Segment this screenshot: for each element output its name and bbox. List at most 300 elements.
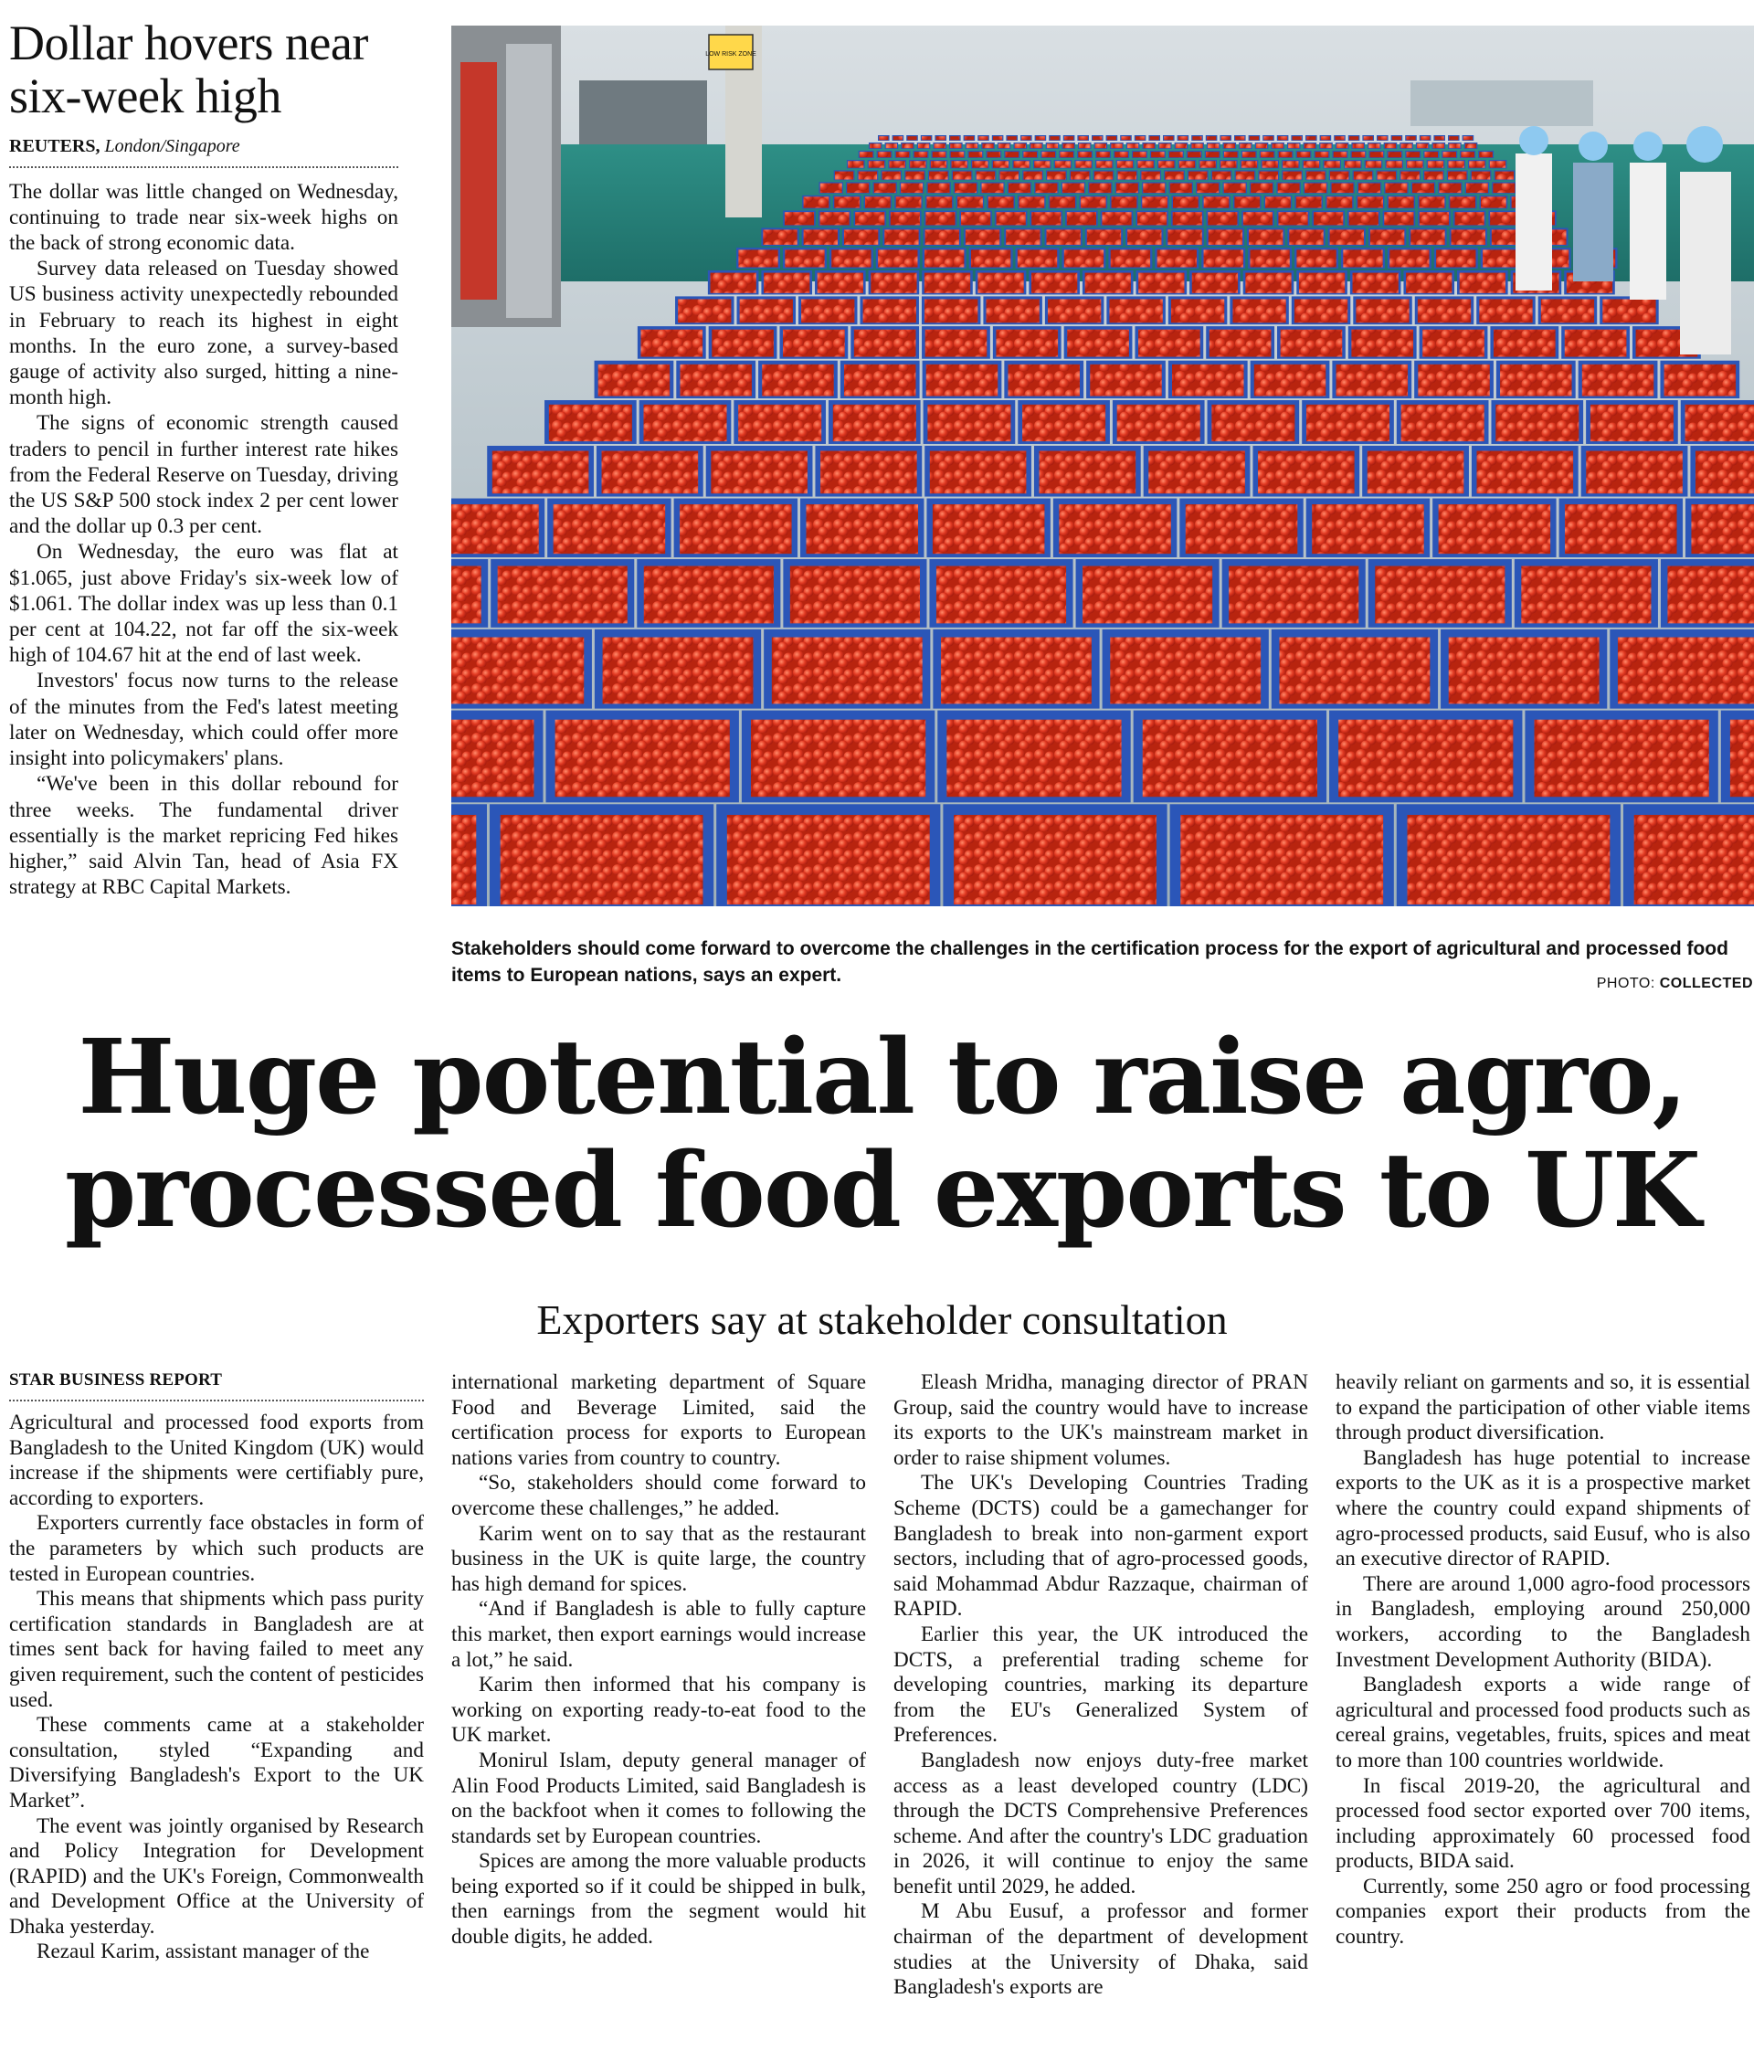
tomato-fill bbox=[711, 451, 808, 494]
tomato-fill bbox=[1378, 172, 1396, 180]
article-paragraph: Eleash Mridha, managing director of PRAN Group, said the country would have to increase its exports to the UK's mainstream market in order to raise shipment volumes. bbox=[893, 1370, 1308, 1470]
tomato-fill bbox=[1541, 299, 1594, 322]
tomato-fill bbox=[1197, 184, 1219, 194]
tomato-fill bbox=[1094, 172, 1113, 180]
tomato-fill bbox=[1040, 451, 1136, 494]
tomato-fill bbox=[1260, 172, 1278, 180]
tomato-fill bbox=[1392, 136, 1401, 140]
tomato-fill bbox=[953, 172, 971, 180]
tomato-fill bbox=[831, 249, 871, 267]
tomato-fill bbox=[1243, 212, 1273, 225]
tomato-fill bbox=[924, 249, 964, 267]
photo-credit-value: COLLECTED bbox=[1659, 976, 1753, 991]
tomato-fill bbox=[1071, 172, 1089, 180]
tomato-fill bbox=[1338, 720, 1513, 798]
tomato-fill bbox=[1375, 566, 1505, 624]
tomato-fill bbox=[935, 143, 945, 148]
tomato-fill bbox=[1351, 330, 1413, 357]
tomato-fill bbox=[1179, 161, 1195, 167]
tomato-fill bbox=[451, 720, 533, 798]
tomato-fill bbox=[1278, 136, 1287, 140]
tomato-fill bbox=[1006, 229, 1040, 245]
tomato-fill bbox=[1314, 212, 1343, 225]
sidebar-paragraph: “We've been in this dollar rebound for three weeks. The fundamental driver essentially is the market repricing Fed hikes higher,” said Alvin Tan, head of Asia FX strategy at RBC Capital Markets. bbox=[9, 772, 398, 900]
tomato-fill bbox=[1171, 299, 1224, 322]
tomato-fill bbox=[1208, 212, 1237, 225]
tomato-fill bbox=[1000, 172, 1019, 180]
tomato-fill bbox=[1224, 184, 1246, 194]
article-paragraph: heavily reliant on garments and so, it is essential to expand the participation of other viable items through product diversification. bbox=[1336, 1370, 1750, 1445]
tomato-fill bbox=[711, 273, 756, 293]
article-column-2 bbox=[451, 1370, 866, 1950]
tomato-fill bbox=[1019, 196, 1044, 207]
tomato-fill bbox=[1250, 249, 1289, 267]
tomato-fill bbox=[1343, 249, 1382, 267]
tomato-fill bbox=[1023, 152, 1037, 157]
tomato-fill bbox=[1150, 136, 1159, 140]
tomato-fill bbox=[988, 152, 1001, 157]
tomato-fill bbox=[1209, 330, 1272, 357]
tomato-fill bbox=[1481, 196, 1506, 207]
column-body bbox=[451, 1370, 866, 1950]
tomato-fill bbox=[1111, 249, 1150, 267]
tomato-fill bbox=[1442, 152, 1456, 157]
article-paragraph: Bangladesh now enjoys duty-free market access as a least developed country (LDC) through the DCTS Comprehensive Preferences scheme. And after the country's LDC graduation in 2026, it will continue to enjoy the same benefit until 2029, he added. bbox=[893, 1748, 1308, 1898]
tomato-fill bbox=[971, 249, 1010, 267]
tomato-fill bbox=[644, 566, 774, 624]
tomato-fill bbox=[834, 196, 860, 207]
tomato-fill bbox=[1064, 136, 1073, 140]
tomato-fill bbox=[1138, 161, 1154, 167]
tomato-fill bbox=[1418, 299, 1471, 322]
tomato-fill bbox=[1334, 152, 1347, 157]
tomato-fill bbox=[1449, 161, 1464, 167]
article-paragraph: These comments came at a stakeholder consultation, styled “Expanding and Diversifying Bangladesh's Export to the UK Market”. bbox=[9, 1713, 424, 1813]
tomato-fill bbox=[806, 504, 918, 554]
tomato-fill bbox=[926, 365, 998, 396]
column-body bbox=[1336, 1370, 1750, 1950]
tomato-fill bbox=[896, 152, 910, 157]
tomato-fill bbox=[1565, 504, 1677, 554]
tomato-fill bbox=[1117, 161, 1133, 167]
tomato-fill bbox=[929, 172, 947, 180]
tomato-fill bbox=[886, 143, 897, 148]
tomato-fill bbox=[762, 365, 833, 396]
column-body bbox=[9, 1411, 424, 1965]
tomato-fill bbox=[918, 143, 929, 148]
tomato-fill bbox=[986, 299, 1039, 322]
tomato-fill bbox=[804, 229, 838, 245]
tomato-fill bbox=[1521, 566, 1651, 624]
tomato-fill bbox=[1031, 273, 1077, 293]
tomato-fill bbox=[1059, 504, 1171, 554]
tomato-fill bbox=[680, 365, 751, 396]
tomato-fill bbox=[1067, 330, 1129, 357]
tomato-fill bbox=[783, 330, 845, 357]
tomato-fill bbox=[1695, 451, 1754, 494]
tomato-fill bbox=[1479, 299, 1532, 322]
tomato-fill bbox=[801, 299, 854, 322]
tomato-fill bbox=[1102, 212, 1131, 225]
tomato-fill bbox=[1164, 136, 1173, 140]
tomato-fill bbox=[1356, 299, 1409, 322]
tomato-fill bbox=[1008, 365, 1079, 396]
tomato-fill bbox=[1428, 161, 1443, 167]
tomato-fill bbox=[905, 172, 924, 180]
tomato-fill bbox=[1321, 136, 1330, 140]
tomato-fill bbox=[1083, 566, 1212, 624]
tomato-fill bbox=[977, 172, 995, 180]
tomato-fill bbox=[1173, 196, 1199, 207]
tomato-fill bbox=[893, 136, 903, 140]
article-paragraph: Bangladesh exports a wide range of agricultural and processed food products such as cereal grains, vegetables, fruits, spices and meat to more than 100 countries worldwide. bbox=[1336, 1673, 1750, 1772]
tomato-fill bbox=[1241, 161, 1257, 167]
tomato-fill bbox=[1258, 451, 1355, 494]
tomato-fill bbox=[1273, 143, 1283, 148]
tomato-fill bbox=[1406, 273, 1452, 293]
tomato-fill bbox=[785, 249, 824, 267]
tomato-fill bbox=[1410, 229, 1444, 245]
tomato-fill bbox=[1256, 143, 1267, 148]
tomato-fill bbox=[847, 184, 869, 194]
tomato-fill bbox=[1015, 143, 1026, 148]
tomato-fill bbox=[1389, 152, 1402, 157]
tomato-fill bbox=[738, 249, 777, 267]
tomato-fill bbox=[1370, 229, 1404, 245]
tomato-fill bbox=[1490, 161, 1505, 167]
tomato-fill bbox=[966, 229, 999, 245]
tomato-fill bbox=[1349, 212, 1378, 225]
tomato-fill bbox=[997, 212, 1026, 225]
tomato-fill bbox=[1336, 365, 1408, 396]
tomato-fill bbox=[1479, 152, 1493, 157]
tomato-fill bbox=[1186, 504, 1298, 554]
tomato-fill bbox=[598, 365, 670, 396]
article-paragraph: “And if Bangladesh is able to fully capture this market, then export earnings would increase a lot,” he said. bbox=[451, 1597, 866, 1672]
tomato-fill bbox=[1288, 143, 1299, 148]
tomato-fill bbox=[1114, 152, 1128, 157]
tomato-fill bbox=[1421, 136, 1430, 140]
tomato-fill bbox=[1366, 161, 1381, 167]
tomato-fill bbox=[1265, 196, 1291, 207]
tomato-crates-illustration bbox=[451, 26, 1754, 906]
tomato-fill bbox=[1386, 184, 1408, 194]
tomato-fill bbox=[925, 330, 988, 357]
photo-credit-label: PHOTO: bbox=[1596, 976, 1655, 991]
tomato-fill bbox=[978, 136, 988, 140]
tomato-fill bbox=[907, 136, 916, 140]
tomato-fill bbox=[1087, 229, 1121, 245]
tomato-fill bbox=[1090, 365, 1161, 396]
tomato-fill bbox=[933, 152, 946, 157]
tomato-fill bbox=[1664, 365, 1736, 396]
tomato-fill bbox=[860, 152, 873, 157]
tomato-fill bbox=[1250, 136, 1259, 140]
tomato-fill bbox=[1262, 161, 1278, 167]
tomato-fill bbox=[1305, 184, 1326, 194]
tomato-fill bbox=[1030, 143, 1041, 148]
tomato-fill bbox=[952, 161, 967, 167]
tomato-fill bbox=[941, 638, 1092, 704]
tomato-fill bbox=[1109, 299, 1162, 322]
article-paragraph: Rezaul Karim, assistant manager of the bbox=[37, 1940, 370, 1964]
tomato-fill bbox=[1353, 143, 1364, 148]
tomato-fill bbox=[1358, 184, 1380, 194]
tomato-fill bbox=[1335, 136, 1344, 140]
tomato-fill bbox=[1452, 229, 1485, 245]
tomato-fill bbox=[1326, 196, 1352, 207]
tomato-fill bbox=[712, 330, 774, 357]
tomato-fill bbox=[1076, 161, 1092, 167]
tomato-fill bbox=[1116, 184, 1138, 194]
tomato-fill bbox=[927, 405, 1010, 441]
tomato-fill bbox=[1354, 172, 1372, 180]
tomato-fill bbox=[891, 212, 920, 225]
tomato-fill bbox=[1460, 273, 1505, 293]
tomato-fill bbox=[925, 229, 959, 245]
tomato-fill bbox=[844, 229, 878, 245]
tomato-fill bbox=[977, 273, 1023, 293]
tomato-fill bbox=[1306, 172, 1325, 180]
tomato-fill bbox=[498, 566, 628, 624]
tomato-fill bbox=[1495, 405, 1579, 441]
article-paragraph: Monirul Islam, deputy general manager of Alin Food Products Limited, said Bangladesh is on the backfoot when it comes to following the standards set by European countries. bbox=[451, 1748, 866, 1848]
tomato-fill bbox=[1353, 273, 1399, 293]
tomato-fill bbox=[1167, 229, 1201, 245]
tomato-fill bbox=[914, 152, 928, 157]
tomato-fill bbox=[680, 504, 792, 554]
tomato-fill bbox=[785, 212, 814, 225]
tomato-fill bbox=[955, 184, 977, 194]
tomato-fill bbox=[1618, 638, 1754, 704]
tomato-fill bbox=[1141, 172, 1159, 180]
article-paragraph: Spices are among the more valuable products being exported so if it could be shipped in bulk, then earnings from the segment would hit double digits, he added. bbox=[451, 1849, 866, 1950]
tomato-fill bbox=[1325, 161, 1340, 167]
tomato-fill bbox=[1204, 196, 1230, 207]
tomato-fill bbox=[740, 299, 793, 322]
sidebar-paragraph: Survey data released on Tuesday showed US business activity unexpectedly rebounded in February to reach its highest in eight months. In the euro zone, a survey-based gauge of activity also surged, hitting a nine-month high. bbox=[9, 257, 398, 410]
tomato-fill bbox=[1406, 136, 1415, 140]
tomato-fill bbox=[870, 143, 881, 148]
tomato-fill bbox=[1465, 143, 1476, 148]
article-paragraph: Karim then informed that his company is working on exporting ready-to-eat food to the UK market. bbox=[451, 1673, 866, 1748]
tomato-fill bbox=[1173, 212, 1202, 225]
tomato-fill bbox=[790, 566, 920, 624]
tomato-fill bbox=[1138, 330, 1200, 357]
tomato-fill bbox=[1212, 172, 1231, 180]
tomato-fill bbox=[1330, 229, 1364, 245]
tomato-fill bbox=[1368, 451, 1464, 494]
tomato-fill bbox=[1389, 249, 1429, 267]
tomato-fill bbox=[982, 184, 1004, 194]
tomato-fill bbox=[961, 212, 990, 225]
tomato-fill bbox=[1634, 815, 1754, 904]
tomato-fill bbox=[1315, 152, 1329, 157]
tomato-fill bbox=[924, 299, 977, 322]
tomato-fill bbox=[1055, 161, 1071, 167]
tomato-fill bbox=[818, 273, 863, 293]
tomato-fill bbox=[1050, 136, 1059, 140]
tomato-fill bbox=[820, 451, 917, 494]
tomato-fill bbox=[1138, 273, 1184, 293]
tomato-fill bbox=[1079, 143, 1090, 148]
report-tag: STAR BUSINESS REPORT bbox=[9, 1370, 424, 1401]
tomato-fill bbox=[1047, 143, 1058, 148]
tomato-fill bbox=[1060, 152, 1073, 157]
tomato-fill bbox=[1450, 196, 1475, 207]
article-paragraph: “So, stakeholders should come forward to overcome these challenges,” he added. bbox=[451, 1471, 866, 1520]
tomato-fill bbox=[865, 196, 891, 207]
tomato-fill bbox=[1296, 249, 1336, 267]
tomato-fill bbox=[1422, 330, 1484, 357]
tomato-fill bbox=[950, 136, 959, 140]
tomato-fill bbox=[1417, 143, 1428, 148]
sidebar-body bbox=[9, 179, 398, 901]
tomato-fill bbox=[998, 143, 1009, 148]
tomato-fill bbox=[982, 143, 993, 148]
tomato-fill bbox=[1170, 184, 1192, 194]
tomato-fill bbox=[902, 143, 913, 148]
tomato-fill bbox=[1229, 566, 1358, 624]
tomato-fill bbox=[969, 152, 983, 157]
tomato-fill bbox=[1455, 212, 1484, 225]
tomato-fill bbox=[501, 815, 703, 904]
tomato-fill bbox=[1067, 212, 1096, 225]
article-paragraph: Karim went on to say that as the restaurant business in the UK is quite large, the country has high demand for spices. bbox=[451, 1521, 866, 1596]
tomato-fill bbox=[1472, 172, 1490, 180]
tomato-fill bbox=[1089, 184, 1111, 194]
sidebar-paragraph: The dollar was little changed on Wednesday, continuing to trade near six-week highs on the back of strong economic data. bbox=[9, 179, 398, 256]
sidebar-paragraph: The signs of economic strength caused traders to pencil in further interest rate hikes from the Federal Reserve on Tuesday, driving the US S&P 500 stock index 2 per cent lower and the dollar up 0.3 per cent. bbox=[9, 411, 398, 539]
tomato-fill bbox=[1062, 184, 1084, 194]
tomato-fill bbox=[1021, 136, 1030, 140]
tomato-fill bbox=[1401, 405, 1484, 441]
tomato-fill bbox=[1232, 299, 1285, 322]
tomato-fill bbox=[928, 184, 950, 194]
tomato-fill bbox=[1279, 152, 1293, 157]
tomato-fill bbox=[820, 184, 842, 194]
tomato-fill bbox=[451, 504, 539, 554]
tomato-fill bbox=[772, 638, 923, 704]
tomato-fill bbox=[951, 152, 965, 157]
sidebar-agency: REUTERS, bbox=[9, 135, 100, 156]
tomato-fill bbox=[1005, 152, 1019, 157]
tomato-fill bbox=[1081, 196, 1106, 207]
tomato-fill bbox=[738, 405, 821, 441]
tomato-fill bbox=[1500, 365, 1571, 396]
tomato-fill bbox=[602, 451, 699, 494]
tomato-fill bbox=[1127, 229, 1161, 245]
tomato-fill bbox=[954, 815, 1157, 904]
tomato-fill bbox=[1305, 143, 1315, 148]
tomato-fill bbox=[1014, 161, 1030, 167]
tomato-fill bbox=[763, 229, 797, 245]
tomato-fill bbox=[549, 405, 632, 441]
tomato-fill bbox=[751, 720, 925, 798]
factory-photo bbox=[451, 26, 1754, 906]
tomato-fill bbox=[1565, 330, 1627, 357]
tomato-fill bbox=[1602, 299, 1655, 322]
article-paragraph: The event was jointly organised by Research and Policy Integration for Development (RAPID) and the UK's Foreign, Commonwealth and Development Office at the University of Dhaka yesterday. bbox=[9, 1813, 424, 1939]
tomato-fill bbox=[936, 136, 945, 140]
tomato-fill bbox=[1280, 638, 1431, 704]
tomato-fill bbox=[1281, 330, 1343, 357]
article-paragraph: international marketing department of Square Food and Beverage Limited, said the certification process for exports to European nations varies from country to country. bbox=[451, 1370, 866, 1470]
tomato-fill bbox=[1095, 143, 1106, 148]
photo-caption: Stakeholders should come forward to overcome the challenges in the certification process for the export of agricultural and processed food items to European nations, says an expert. bbox=[451, 938, 1728, 986]
tomato-fill bbox=[1667, 566, 1754, 624]
tomato-fill bbox=[1188, 172, 1207, 180]
photo-credit bbox=[1597, 976, 1753, 992]
tomato-fill bbox=[1085, 273, 1131, 293]
tomato-fill bbox=[1306, 136, 1315, 140]
tomato-fill bbox=[1312, 504, 1424, 554]
article-paragraph: Earlier this year, the UK introduced the DCTS, a preferential trading scheme for developing countries, marking its departure from the EU's Generalized System of Preferences. bbox=[893, 1622, 1308, 1748]
tomato-fill bbox=[1439, 504, 1551, 554]
tomato-fill bbox=[1192, 273, 1238, 293]
sidebar-story bbox=[9, 16, 398, 900]
tomato-fill bbox=[1494, 330, 1556, 357]
tomato-fill bbox=[1387, 161, 1402, 167]
tomato-fill bbox=[890, 161, 905, 167]
tomato-fill bbox=[835, 172, 853, 180]
tomato-fill bbox=[1188, 152, 1201, 157]
tomato-fill bbox=[1439, 184, 1461, 194]
sidebar-paragraph: Investors' focus now turns to the release of the minutes from the Fed's latest meeting later on Wednesday, which could offer more insight into policymakers' plans. bbox=[9, 669, 398, 771]
tomato-fill bbox=[1449, 638, 1600, 704]
tomato-fill bbox=[1192, 136, 1201, 140]
tomato-fill bbox=[1221, 136, 1231, 140]
tomato-fill bbox=[878, 152, 892, 157]
tomato-fill bbox=[1143, 720, 1317, 798]
tomato-fill bbox=[1111, 143, 1122, 148]
tomato-fill bbox=[1245, 273, 1291, 293]
article-paragraph: Currently, some 250 agro or food processing companies export their products from the country. bbox=[1336, 1874, 1750, 1950]
tomato-fill bbox=[901, 184, 923, 194]
tomato-fill bbox=[1254, 365, 1326, 396]
tomato-fill bbox=[1299, 273, 1345, 293]
tomato-fill bbox=[1463, 136, 1473, 140]
tomato-fill bbox=[1127, 143, 1138, 148]
low-risk-zone-sign bbox=[705, 35, 756, 69]
tomato-fill bbox=[1384, 212, 1413, 225]
tomato-fill bbox=[1424, 172, 1442, 180]
tomato-fill bbox=[884, 229, 918, 245]
tomato-fill bbox=[848, 161, 863, 167]
tomato-fill bbox=[1261, 152, 1274, 157]
tomato-fill bbox=[1466, 184, 1488, 194]
sidebar-dateline: London/Singapore bbox=[104, 135, 240, 156]
tomato-fill bbox=[1121, 136, 1130, 140]
tomato-fill bbox=[1378, 136, 1387, 140]
tomato-fill bbox=[1022, 405, 1105, 441]
tomato-fill bbox=[1368, 143, 1379, 148]
tomato-fill bbox=[972, 161, 988, 167]
tomato-fill bbox=[1234, 196, 1260, 207]
tomato-fill bbox=[1096, 152, 1110, 157]
tomato-fill bbox=[933, 504, 1045, 554]
article-paragraph: Agricultural and processed food exports from Bangladesh to the United Kingdom (UK) would increase if the shipments were certifiably pure, according to exporters. bbox=[9, 1411, 424, 1510]
tomato-fill bbox=[1144, 143, 1155, 148]
tomato-fill bbox=[1023, 172, 1041, 180]
tomato-fill bbox=[936, 566, 1066, 624]
tomato-fill bbox=[1332, 184, 1354, 194]
tomato-fill bbox=[1461, 152, 1474, 157]
tomato-fill bbox=[640, 330, 702, 357]
tomato-fill bbox=[603, 638, 754, 704]
tomato-fill bbox=[1535, 720, 1709, 798]
tomato-fill bbox=[1240, 143, 1251, 148]
